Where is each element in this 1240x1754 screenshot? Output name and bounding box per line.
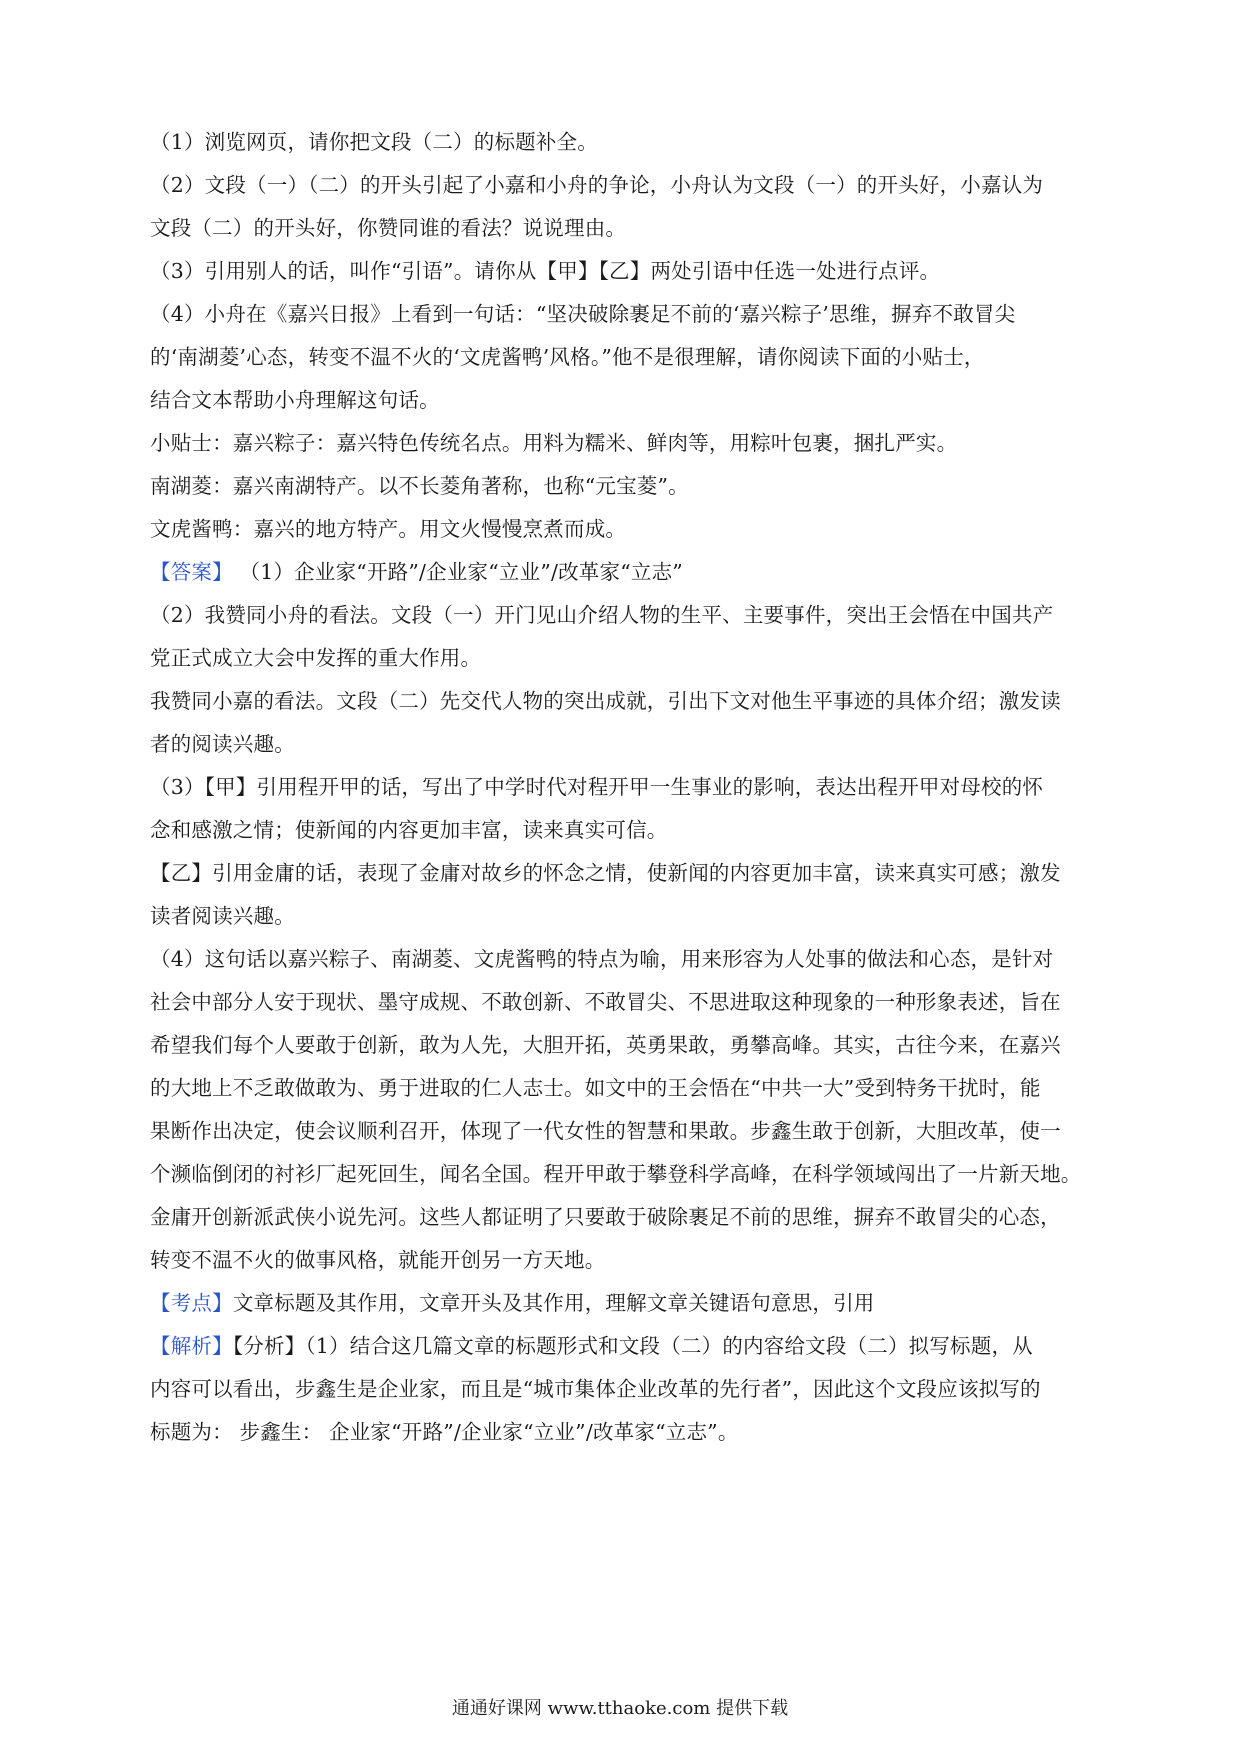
jiexi-line-1 <box>150 1331 1100 1361</box>
answer-4-line-5: 果断作出决定，使会议顺利召开，体现了一代女性的智慧和果敢。步鑫生敢于创新，大胆改革，使一 <box>150 1119 1061 1143</box>
jiexi-tag: 【解析】 <box>150 1334 233 1358</box>
question-4-line-1: （4）小舟在《嘉兴日报》上看到一句话：“坚决破除裹足不前的‘嘉兴粽子’思维，摒弃不敢冒尖 <box>150 302 1016 326</box>
answer-3-line-4: 读者阅读兴趣。 <box>150 904 295 928</box>
question-1: （1）浏览网页，请你把文段（二）的标题补全。 <box>150 130 598 154</box>
tip-nanhu-ling: 南湖菱：嘉兴南湖特产。以不长菱角著称，也称“元宝菱”。 <box>150 474 689 498</box>
answer-4-line-3: 希望我们每个人要敢于创新，敢为人先，大胆开拓，英勇果敢，勇攀高峰。其实，古往今来，在嘉兴 <box>150 1033 1061 1057</box>
answer-3-line-1: （3）【甲】引用程开甲的话，写出了中学时代对程开甲一生事业的影响，表达出程开甲对母校的怀 <box>150 775 1044 799</box>
jiexi-line-1-text: 【分析】（1）结合这几篇文章的标题形式和文段（二）的内容给文段（二）拟写标题，从 <box>232 1334 1033 1358</box>
answer-1 <box>150 557 1100 587</box>
answer-2-line-2: 党正式成立大会中发挥的重大作用。 <box>150 646 482 670</box>
answer-3-line-2: 念和感激之情；使新闻的内容更加丰富，读来真实可信。 <box>150 818 668 842</box>
question-4-line-2: 的‘南湖菱’心态，转变不温不火的‘文虎酱鸭’风格。”他不是很理解，请你阅读下面的小贴士， <box>150 345 985 369</box>
answer-2-line-1: （2）我赞同小舟的看法。文段（一）开门见山介绍人物的生平、主要事件，突出王会悟在中国共产 <box>150 603 1054 627</box>
jiexi-line-3: 标题为： 步鑫生： 企业家“开路”/企业家“立业”/改革家“立志”。 <box>150 1420 739 1444</box>
answer-2-line-4: 者的阅读兴趣。 <box>150 732 295 756</box>
question-4-line-3: 结合文本帮助小舟理解这句话。 <box>150 388 440 412</box>
question-2-line-1: （2）文段（一）（二）的开头引起了小嘉和小舟的争论，小舟认为文段（一）的开头好，小嘉认为 <box>150 173 1044 197</box>
answer-4-line-8: 转变不温不火的做事风格，就能开创另一方天地。 <box>150 1248 606 1272</box>
kaodian <box>150 1288 1100 1318</box>
answer-4-line-1: （4）这句话以嘉兴粽子、南湖菱、文虎酱鸭的特点为喻，用来形容为人处事的做法和心态，是针对 <box>150 947 1054 971</box>
answer-4-line-6: 个濒临倒闭的衬衫厂起死回生，闻名全国。程开甲敢于攀登科学高峰，在科学领域闯出了一片新天地。 <box>150 1162 1082 1186</box>
answer-2-line-3: 我赞同小嘉的看法。文段（二）先交代人物的突出成就，引出下文对他生平事迹的具体介绍；激发读 <box>150 689 1061 713</box>
tip-wenhu-jiangya: 文虎酱鸭：嘉兴的地方特产。用文火慢慢烹煮而成。 <box>150 517 627 541</box>
question-2-line-2: 文段（二）的开头好，你赞同谁的看法？说说理由。 <box>150 216 627 240</box>
answer-4-line-4: 的大地上不乏敢做敢为、勇于进取的仁人志士。如文中的王会悟在“中共一大”受到特务干扰时，能 <box>150 1076 1041 1100</box>
question-3: （3）引用别人的话，叫作“引语”。请你从【甲】【乙】两处引语中任选一处进行点评。 <box>150 259 941 283</box>
answer-3-line-3: 【乙】引用金庸的话，表现了金庸对故乡的怀念之情，使新闻的内容更加丰富，读来真实可感；激发 <box>150 861 1061 885</box>
answer-tag: 【答案】 <box>150 560 233 584</box>
answer-4-line-7: 金庸开创新派武侠小说先河。这些人都证明了只要敢于破除裹足不前的思维，摒弃不敢冒尖的心态， <box>150 1205 1061 1229</box>
tip-zongzi: 小贴士：嘉兴粽子：嘉兴特色传统名点。用料为糯米、鲜肉等，用粽叶包裹，捆扎严实。 <box>150 431 958 455</box>
page-footer: 通通好课网 www.tthaoke.com 提供下载 <box>451 1698 789 1719</box>
kaodian-text: 文章标题及其作用，文章开头及其作用，理解文章关键语句意思，引用 <box>232 1291 875 1315</box>
jiexi-line-2: 内容可以看出，步鑫生是企业家，而且是“城市集体企业改革的先行者”，因此这个文段应该拟写的 <box>150 1377 1041 1401</box>
answer-4-line-2: 社会中部分人安于现状、墨守成规、不敢创新、不敢冒尖、不思进取这种现象的一种形象表述，旨在 <box>150 990 1061 1014</box>
kaodian-tag: 【考点】 <box>150 1291 233 1315</box>
answer-1-text: （1）企业家“开路”/企业家“立业”/改革家“立志” <box>232 560 683 584</box>
